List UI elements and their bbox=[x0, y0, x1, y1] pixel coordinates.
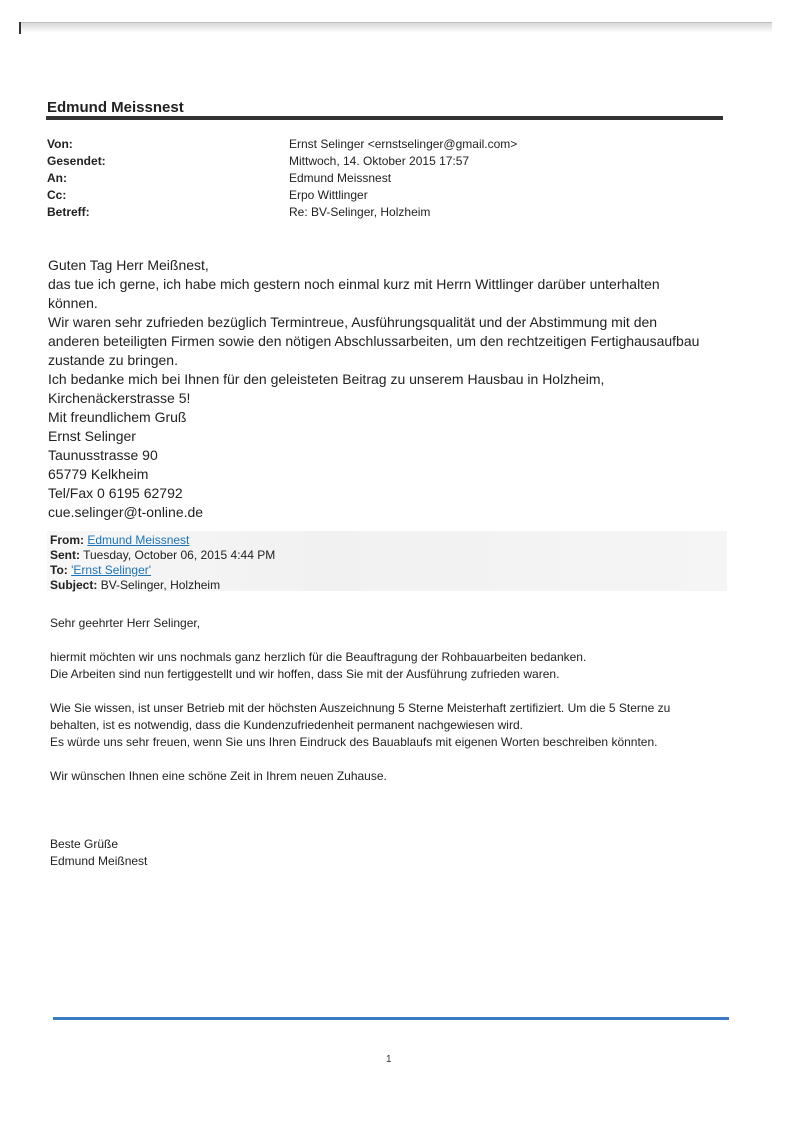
quoted-to-row bbox=[50, 563, 275, 578]
quoted-from-row bbox=[50, 533, 275, 548]
quoted-subject-value: BV-Selinger, Holzheim bbox=[100, 578, 221, 592]
reply-line: Ernst Selinger bbox=[48, 428, 136, 444]
to-value: Edmund Meissnest bbox=[289, 171, 392, 185]
subject-value: Re: BV-Selinger, Holzheim bbox=[289, 205, 431, 219]
scan-edge-top bbox=[20, 22, 772, 33]
reply-line: können. bbox=[48, 295, 98, 311]
reply-line: anderen beteiligten Firmen sowie den nötigen Abschlussarbeiten, um den rechtzeitigen Fertighausaufbau bbox=[48, 333, 700, 349]
original-line: Wir wünschen Ihnen eine schöne Zeit in Ihrem neuen Zuhause. bbox=[50, 769, 387, 783]
original-closing: Beste Grüße bbox=[50, 837, 119, 851]
from-value: Ernst Selinger <ernstselinger@gmail.com> bbox=[289, 137, 518, 151]
quoted-header bbox=[50, 533, 275, 593]
reply-line: Taunusstrasse 90 bbox=[48, 447, 158, 463]
quoted-from-label: From: bbox=[50, 533, 84, 547]
original-message-body bbox=[50, 615, 740, 870]
reply-line: das tue ich gerne, ich habe mich gestern noch einmal kurz mit Herrn Wittlinger darüber unterhalten bbox=[48, 276, 660, 292]
reply-line: Wir waren sehr zufrieden bezüglich Termintreue, Ausführungsqualität und der Abstimmung mit den bbox=[48, 314, 658, 330]
original-line: behalten, ist es notwendig, dass die Kundenzufriedenheit permanent nachgewiesen wird. bbox=[50, 718, 523, 732]
reply-body bbox=[48, 256, 738, 522]
reply-line: Tel/Fax 0 6195 62792 bbox=[48, 485, 183, 501]
sent-value: Mittwoch, 14. Oktober 2015 17:57 bbox=[289, 154, 470, 168]
quoted-subject-label: Subject: bbox=[50, 578, 98, 592]
quoted-sent-label: Sent: bbox=[50, 548, 80, 562]
quoted-from-link[interactable]: Edmund Meissnest bbox=[87, 533, 190, 547]
subject-label: Betreff: bbox=[47, 205, 90, 219]
original-line: hiermit möchten wir uns nochmals ganz herzlich für die Beauftragung der Rohbauarbeiten bedanken. bbox=[50, 650, 587, 664]
quoted-to-link[interactable]: 'Ernst Selinger' bbox=[71, 563, 152, 577]
scan-edge-mark bbox=[19, 22, 21, 34]
reply-line: Kirchenäckerstrasse 5! bbox=[48, 390, 191, 406]
mailbox-owner-name: Edmund Meissnest bbox=[47, 99, 184, 116]
quoted-sent-row bbox=[50, 548, 275, 563]
page-number: 1 bbox=[386, 1054, 392, 1065]
reply-line: Ich bedanke mich bei Ihnen für den geleisteten Beitrag zu unserem Hausbau in Holzheim, bbox=[48, 371, 605, 387]
to-label: An: bbox=[47, 171, 67, 185]
reply-line: zustande zu bringen. bbox=[48, 352, 178, 368]
quoted-subject-row bbox=[50, 578, 275, 593]
original-greeting: Sehr geehrter Herr Selinger, bbox=[50, 616, 201, 630]
from-label: Von: bbox=[47, 137, 73, 151]
quoted-to-label: To: bbox=[50, 563, 68, 577]
original-signature: Edmund Meißnest bbox=[50, 854, 148, 868]
original-line: Die Arbeiten sind nun fertiggestellt und wir hoffen, dass Sie mit der Ausführung zufrieden waren. bbox=[50, 667, 560, 681]
sent-label: Gesendet: bbox=[47, 154, 106, 168]
original-line: Wie Sie wissen, ist unser Betrieb mit der höchsten Auszeichnung 5 Sterne Meisterhaft zertifiziert. Um die 5 Sterne zu bbox=[50, 701, 671, 715]
original-line: Es würde uns sehr freuen, wenn Sie uns Ihren Eindruck des Bauablaufs mit eigenen Worten beschreiben könnten. bbox=[50, 735, 658, 749]
cc-label: Cc: bbox=[47, 188, 67, 202]
reply-line: 65779 Kelkheim bbox=[48, 466, 149, 482]
reply-line: cue.selinger@t-online.de bbox=[48, 504, 204, 520]
header-divider bbox=[46, 116, 723, 120]
cc-value: Erpo Wittlinger bbox=[289, 188, 368, 202]
footer-divider bbox=[53, 1017, 729, 1020]
reply-line: Guten Tag Herr Meißnest, bbox=[48, 257, 209, 273]
reply-line: Mit freundlichem Gruß bbox=[48, 409, 187, 425]
quoted-sent-value: Tuesday, October 06, 2015 4:44 PM bbox=[83, 548, 276, 562]
